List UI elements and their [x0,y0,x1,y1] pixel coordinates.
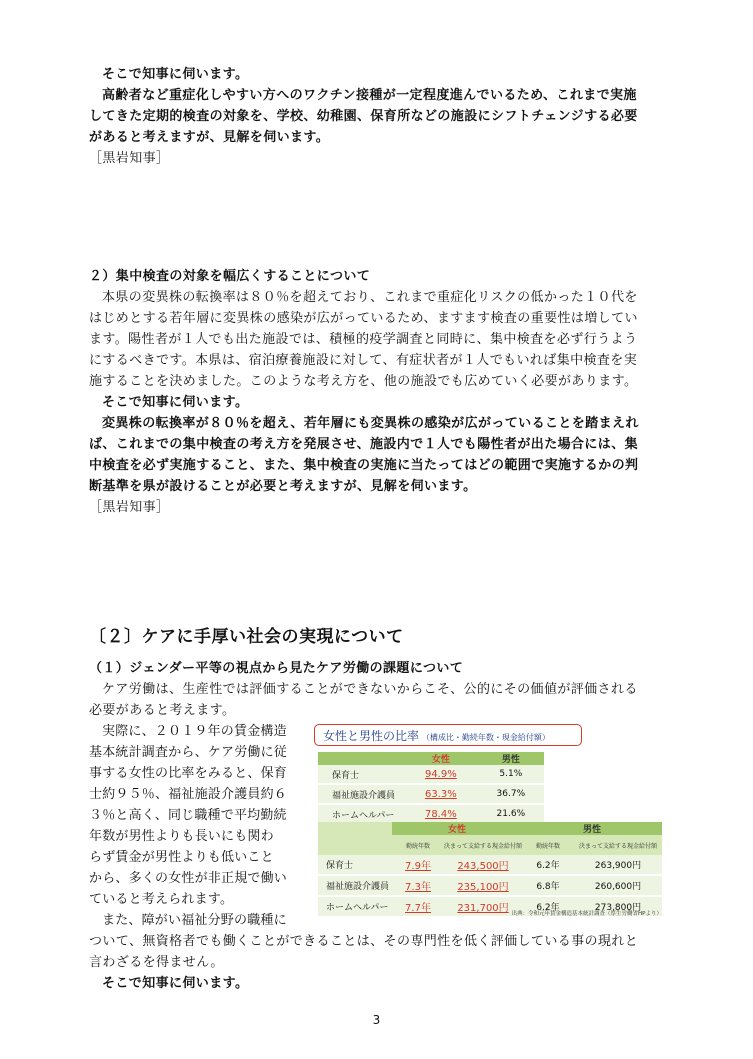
subsection-heading: ２）集中検査の対象を幅広くすることについて [89,269,371,284]
female-ratio-cell [404,765,478,784]
figure-title-box [314,724,582,746]
section-3-tail [89,931,669,994]
body-line: はじめとする若年層に変異株の感染が広がっているため、ますます検査の重要性は増してい [89,311,638,326]
question-line: 変異株の転換率が８０％を超え、若年層にも変異株の感染が広がっていることを踏まえれ [102,416,639,431]
ask-line: そこで知事に伺います。 [102,976,249,991]
governor-label: ［黒岩知事］ [89,151,170,166]
female-pay-cell [444,896,522,917]
female-header: 女性 [404,752,478,765]
job-cell: ホームヘルパー [318,896,392,917]
male-years-cell: 6.8年 [522,875,574,896]
table-row [318,875,662,896]
female-pay-cell [444,855,522,875]
female-years: 7.7年 [405,903,431,914]
years-header: 勤続年数 [392,835,444,855]
job-cell: 保育士 [318,855,392,875]
question-line: 中検査を必ず実施すること、また、集中検査の実施に当たってはどの範囲で実施するかの判 [89,458,639,473]
subsection-heading: （１）ジェンダー平等の視点から見たケア労働の課題について [89,661,464,676]
female-ratio: 94.9% [424,768,457,780]
section-2-block [89,266,669,518]
body-line: ３％と高く、同じ職種で平均勤続 [89,808,287,823]
female-pay-cell [444,875,522,896]
body-line: 本県の変異株の転換率は８０％を超えており、これまで重症化リスクの低かった１０代を [102,290,638,305]
governor-label: ［黒岩知事］ [89,500,170,515]
male-pay-cell: 263,900円 [574,855,662,875]
female-years: 7.9年 [405,861,431,872]
section-title: 〔２〕ケアに手厚い社会の実現について [89,627,404,647]
male-years-cell: 6.2年 [522,896,574,917]
body-line: 施することを決めました。このような考え方を、他の施設でも広めていく必要があります。 [89,374,638,389]
male-pay-cell: 273,800円 [574,896,662,917]
detail-group-header [318,822,662,835]
male-pay-cell: 260,600円 [574,875,662,896]
blank-header-cell [318,822,392,855]
section-3-intro [89,658,669,721]
female-ratio: 78.4% [424,808,457,820]
male-ratio-cell: 21.6% [478,804,544,824]
female-years-cell [392,875,444,896]
body-line: 言わざるを得ません。 [89,955,224,970]
male-years-cell: 6.2年 [522,855,574,875]
table-row [318,804,544,824]
body-line: から、多くの女性が非正規で働い [89,871,288,886]
question-block-1 [89,64,669,169]
body-line: 必要があると考えます。 [89,703,236,718]
male-header: 男性 [478,752,544,765]
female-years: 7.3年 [405,882,431,893]
question-line: 高齢者など重症化しやすい方へのワクチン接種が一定程度進んでいるため、これまで実施 [102,88,637,103]
female-years-cell [392,896,444,917]
question-line: 断基準を県が設けることが必要と考えますが、見解を伺います。 [89,479,477,494]
body-line: 実際に、２０１９年の賃金構造 [102,724,287,739]
figure-title-note: （構成比・勤続年数・現金給付額） [421,733,550,742]
ask-line: そこで知事に伺います。 [102,67,249,82]
body-line: 士約９５％、福祉施設介護員約６ [89,787,288,802]
job-cell: 福祉施設介護員 [318,784,404,804]
female-years-cell [392,855,444,875]
body-line: ついて、無資格者でも働くことができることは、その専門性を低く評価している事の現れと [89,934,639,949]
body-line: ケア労働は、生産性では評価することができないからこそ、公的にその価値が評価される [102,682,638,697]
page-number: 3 [372,1013,381,1027]
female-ratio: 63.3% [424,788,457,800]
gender-ratio-figure [310,724,662,924]
female-ratio-cell [404,784,478,804]
female-pay: 235,100円 [457,882,509,893]
body-line: 事する女性の比率をみると、保育 [89,766,288,781]
table-row [318,855,662,875]
pay-header: 決まって支給する現金給付額 [444,835,522,855]
question-line: ば、これまでの集中検査の考え方を発展させ、施設内で１人でも陽性者が出た場合には、集 [89,437,639,452]
female-pay: 243,500円 [457,861,509,872]
job-cell: ホームヘルパー [318,804,404,824]
figure-source: 出典：令和元年賃金構造基本統計調査（厚生労働省HPより） [511,911,662,917]
job-cell: 保育士 [318,765,404,784]
section-3-left-column [89,721,304,931]
body-line: 基本統計調査から、ケア労働に従 [89,745,288,760]
years-header: 勤続年数 [522,835,574,855]
question-line: があると考えますが、見解を伺います。 [89,130,330,145]
job-cell: 福祉施設介護員 [318,875,392,896]
female-pay: 231,700円 [457,903,509,914]
female-ratio-cell [404,804,478,824]
table-row [318,765,544,784]
body-line: にするべきです。本県は、宿泊療養施設に対して、有症状者が１人でもいれば集中検査を実 [89,353,638,368]
body-line: ていると考えられます。 [89,892,234,907]
detail-table [318,822,662,918]
pay-header: 決まって支給する現金給付額 [574,835,662,855]
female-header: 女性 [392,822,522,835]
ratio-table [318,752,544,825]
figure-title: 女性と男性の比率 [323,729,420,743]
ratio-table-header [318,752,544,765]
male-header: 男性 [522,822,662,835]
body-line: また、障がい福祉分野の職種に [102,913,287,928]
ask-line: そこで知事に伺います。 [102,395,249,410]
blank-header-cell [318,752,404,765]
question-line: してきた定期的検査の対象を、学校、幼稚園、保育所などの施設にシフトチェンジする必要 [89,109,638,124]
body-line: らず賃金が男性よりも低いこと [89,850,274,865]
male-ratio-cell: 5.1% [478,765,544,784]
body-line: ます。陽性者が１人でも出た施設では、積極的疫学調査と同時に、集中検査を必ず行うよう [89,332,638,347]
male-ratio-cell: 36.7% [478,784,544,804]
body-line: 年数が男性よりも長いにも関わ [89,829,274,844]
table-row [318,784,544,804]
